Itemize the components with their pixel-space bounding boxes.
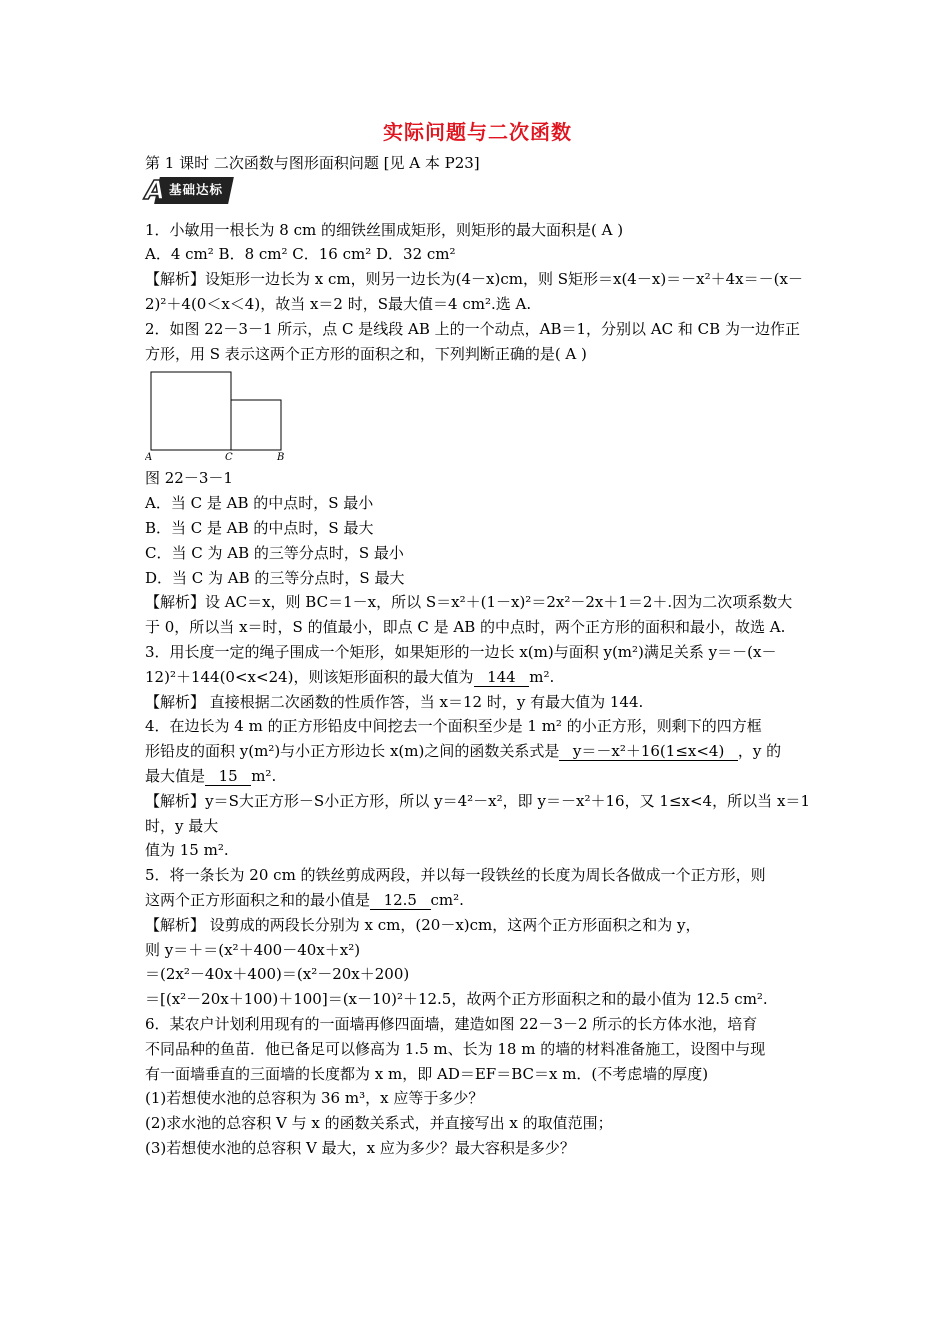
q3-stem-line1: 3．用长度一定的绳子围成一个矩形，如果矩形的一边长 x(m)与面积 y(m²)满足关系 y＝－(x－ [145, 642, 777, 661]
figure-22-3-1 [145, 368, 315, 460]
q5-answer: 12.5 [383, 890, 417, 909]
q2-option-d: D．当 C 为 AB 的三等分点时，S 最大 [145, 568, 405, 587]
q3-analysis: 【解析】 直接根据二次函数的性质作答，当 x＝12 时，y 有最大值为 144. [145, 692, 644, 711]
q3-stem-text: 12)²＋144(0<x<24)，则该矩形面积的最大值为 [145, 667, 474, 686]
lesson-subtitle: 第 1 课时 二次函数与图形面积问题 [见 A 本 P23] [145, 153, 480, 172]
label-a: A [145, 452, 153, 461]
q5-stem-unit: cm². [430, 890, 464, 909]
q5-stem-text: 这两个正方形面积之和的最小值是 [145, 890, 371, 909]
q4-stem-line1: 4．在边长为 4 m 的正方形铅皮中间挖去一个面积至少是 1 m² 的小正方形，则剩下的四方框 [145, 717, 762, 736]
q6-part1: (1)若想使水池的总容积为 36 m³，x 应等于多少？ [145, 1089, 484, 1108]
q5-analysis-line1: 【解析】 设剪成的两段长分别为 x cm，(20－x)cm，这两个正方形面积之和为 y， [145, 915, 701, 934]
level-badge [145, 175, 231, 206]
q4-stem-text-c: 最大值是 [145, 766, 206, 785]
square-ac [151, 372, 231, 450]
q2-option-a: A．当 C 是 AB 的中点时，S 最小 [145, 494, 374, 513]
badge-text: 基础达标 [169, 182, 224, 198]
q2-stem-line1: 2．如图 22－3－1 所示，点 C 是线段 AB 上的一个动点，AB＝1，分别以 AC 和 CB 为一边作正 [145, 319, 800, 338]
q6-part3: (3)若想使水池的总容积 V 最大，x 应为多少？最大容积是多少？ [145, 1138, 575, 1157]
q4-stem-tail: ，y 的 [737, 742, 782, 761]
worksheet-page [145, 120, 810, 1161]
q5-stem-line2 [145, 888, 810, 913]
q4-stem-line2 [145, 739, 810, 764]
q2-stem-line2: 方形，用 S 表示这两个正方形的面积之和，下列判断正确的是( A ) [145, 344, 587, 363]
q3-stem-line2 [145, 665, 810, 690]
q3-answer: 144 [487, 667, 516, 686]
q3-answer-blank [474, 668, 530, 687]
label-b: B [277, 452, 285, 461]
q5-analysis-line2: 则 y＝＋＝(x²＋400－40x＋x²) [145, 940, 361, 959]
q4-answer-b: 15 [218, 766, 238, 785]
q2-option-b: B．当 C 是 AB 的中点时，S 最大 [145, 518, 374, 537]
q4-answer-a: y＝－x²＋16(1≤x<4) [572, 742, 725, 761]
q2-analysis-line2: 于 0，所以当 x＝时，S 的值最小，即点 C 是 AB 的中点时，两个正方形的面积和最小，故选 A. [145, 618, 786, 637]
q5-answer-blank [370, 891, 431, 910]
q1-analysis-line1: 【解析】设矩形一边长为 x cm，则另一边长为(4－x)cm，则 S矩形＝x(4－x)＝－x²＋4x＝－(x－ [145, 270, 803, 289]
q5-analysis-line3: ＝(2x²－40x＋400)＝(x²－20x＋200) [145, 965, 410, 984]
q1-stem: 1．小敏用一根长为 8 cm 的细铁丝围成矩形，则矩形的最大面积是( A ) [145, 220, 624, 239]
squares-diagram [145, 368, 315, 460]
q4-answer-blank-a [559, 742, 738, 761]
q1-options: A．4 cm² B．8 cm² C．16 cm² D．32 cm² [145, 245, 456, 264]
q2-option-c: C．当 C 为 AB 的三等分点时，S 最小 [145, 543, 404, 562]
q4-stem-text: 形铅皮的面积 y(m²)与小正方形边长 x(m)之间的函数关系式是 [145, 742, 560, 761]
q6-part2: (2)求水池的总容积 V 与 x 的函数关系式，并直接写出 x 的取值范围； [145, 1114, 613, 1133]
q4-analysis-line1: 【解析】y＝S大正方形－S小正方形，所以 y＝4²－x²，即 y＝－x²＋16，又 1≤x<4，所以当 x＝1 时，y 最大 [145, 791, 810, 835]
q6-stem-line1: 6．某农户计划利用现有的一面墙再修四面墙，建造如图 22－3－2 所示的长方体水池，培育 [145, 1014, 758, 1033]
q6-stem-line2: 不同品种的鱼苗．他已备足可以修高为 1.5 m、长为 18 m 的墙的材料准备施工，设图中与现 [145, 1039, 766, 1058]
q4-stem-line3 [145, 764, 810, 789]
q4-answer-blank-b [205, 767, 251, 786]
figure-caption: 图 22－3－1 [145, 469, 233, 488]
q5-analysis-line4: ＝[(x²－20x＋100)＋100]＝(x－10)²＋12.5，故两个正方形面积之和的最小值为 12.5 cm². [145, 990, 768, 1009]
badge-bar [154, 177, 234, 204]
q2-analysis-line1: 【解析】设 AC＝x，则 BC＝1－x，所以 S＝x²＋(1－x)²＝2x²－2x＋1＝2＋.因为二次项系数大 [145, 593, 793, 612]
q5-stem-line1: 5．将一条长为 20 cm 的铁丝剪成两段，并以每一段铁丝的长度为周长各做成一个正方形，则 [145, 866, 766, 885]
q3-stem-unit: m². [529, 667, 555, 686]
q6-stem-line3: 有一面墙垂直的三面墙的长度都为 x m，即 AD＝EF＝BC＝x m．(不考虑墙的厚度) [145, 1064, 709, 1083]
label-c: C [225, 452, 233, 461]
badge-letter: A [145, 175, 166, 206]
square-cb [231, 400, 281, 450]
q1-analysis-line2: 2)²＋4(0＜x＜4)，故当 x＝2 时，S最大值＝4 cm².选 A. [145, 294, 532, 313]
q4-stem-unit: m². [251, 766, 277, 785]
q4-analysis-line2: 值为 15 m². [145, 841, 229, 860]
page-title: 实际问题与二次函数 [383, 120, 572, 144]
